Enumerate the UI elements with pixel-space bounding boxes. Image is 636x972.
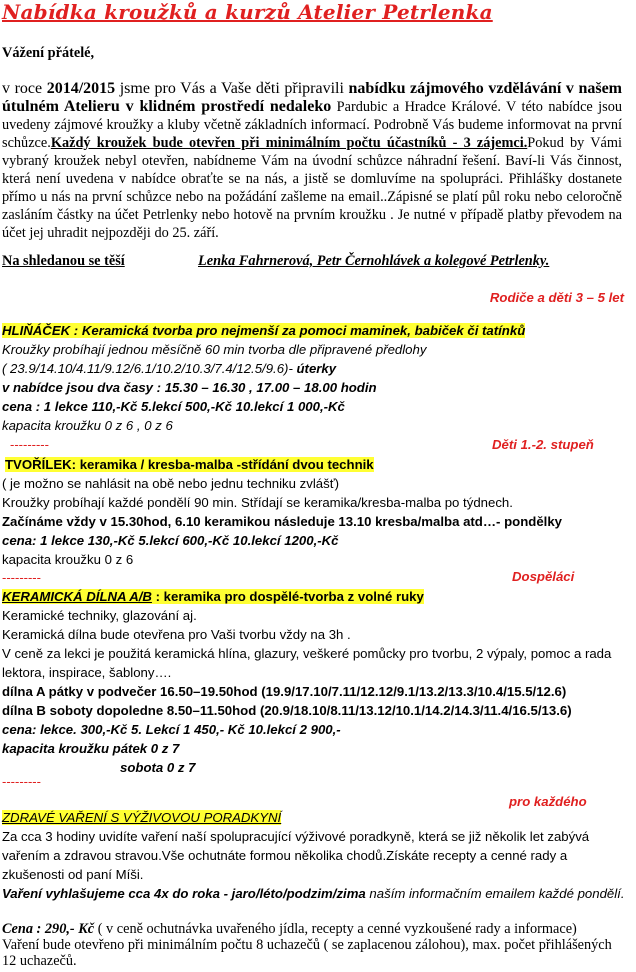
capacity-s2: kapacita kroužku 0 z 6	[2, 552, 134, 567]
school-year: 2014/2015	[46, 80, 116, 97]
price-s2: cena: 1 lekce 130,-Kč 5.lekcí 600,-Kč 10.lekcí 1200,-Kč	[2, 533, 339, 548]
audience-label-s1: Rodiče a děti 3 – 5 let	[489, 290, 624, 305]
price-s4: Cena : 290,- Kč	[2, 921, 95, 937]
section-keramicka-dilna: KERAMICKÁ DÍLNA A/B : keramika pro dospělé-tvorba z volné ruky Keramické techniky, glazování aj. Keramická dílna bude otevřena pro Vaši tvorbu vždy na 3h . V ceně za lekci je použitá keramická hlína, glazury, veškeré pomůcky pro tvorbu, 2 výpaly, pomoc a rada lektora, inspirace, šablony…. dílna A pátky v podvečer 16.50–19.50hod (19.9/17.10/7.11/12.12/9.1/13.2/13.3/10.4/15.5/12.6) dílna B soboty dopoledne 8.50–11.50hod (20.9/18.10/8.11/13.12/10.1/14.2/14.3/11.4/16.5/13.6) cena: lekce. 300,-Kč 5. Lekcí 1 450,- Kč 10.lekcí 2 900,- kapacita kroužku pátek 0 z 7 sobota 0 z 7	[2, 587, 628, 777]
section-hlinacek: HLIŇÁČEK : Keramická tvorba pro nejmenší za pomoci maminek, babiček či tatínků Kroužky probíhají jednou měsíčně 60 min tvorba dle připravené předlohy ( 23.9/14.10/4.11/9.12/6.1/10.2/10.3/7.4/12.5/9.6)- úterky v nabídce jsou dva časy : 15.30 – 16.30 , 17.00 – 18.00 hodin cena : 1 lekce 110,-Kč 5.lekcí 500,-Kč 10.lekcí 1 000,-Kč kapacita kroužku 0 z 6 , 0 z 6	[2, 321, 628, 435]
offer-highlight: nabídku zájmového vzdělávání v našem útulném Atelieru v klidném prostředí nedaleko	[2, 80, 623, 115]
intro-paragraph: v roce 2014/2015 jsme pro Vás a Vaše děti připravili nabídku zájmového vzdělávání v našem útulném Atelieru v klidném prostředí nedaleko Pardubic a Hradce Králové. V této nabídce jsou uvedeny zájmové kroužky a kluby včetně základních informací. Podrobně Vás budeme informovat na první schůzce.Každý kroužek bude otevřen při minimálním počtu účastníků - 3 zájemci.Pokud by Vámi vybraný kroužek nebyl otevřen, nabídneme Vám na úvodní schůzce náhradní řešení. Baví-li Vás činnost, která není uvedena v nabídce obraťte se na nás, a jistě se domluvíme na spolupráci. Přihlášky dostanete přímo u nás na první schůzce nebo na požádání zašleme na email..Zápisné se platí půl roku nebo celoročně zasláním částky na účet Petrlenky nebo hotově na prvním kroužku . Je nutné v případě platby převodem na účet jej uhradit nejpozději do 25. září.	[2, 80, 623, 241]
price-s1: cena : 1 lekce 110,-Kč 5.lekcí 500,-Kč 10.lekcí 1 000,-Kč	[2, 399, 345, 414]
schedule-dilna-a: dílna A pátky v podvečer 16.50–19.50hod (19.9/17.10/7.11/12.12/9.1/13.2/13.3/10.4/15.5/12.6)	[2, 684, 567, 699]
audience-label-s4: pro každého	[509, 794, 587, 809]
separator-s2: ---------	[10, 437, 49, 452]
section-zdrave-vareni-details: Cena : 290,- Kč ( v ceně ochutnávka uvařeného jídla, recepty a cenné vyzkoušené rady a informace) Vaření bude otevřeno při minimálním počtu 8 uchazečů ( se zaplacenou zálohou), max. počet přihlášených 12 uchazečů.	[2, 921, 612, 969]
signoff: Na shledanou se těší Lenka Fahrnerová, Petr Černohlávek a kolegové Petrlenky.	[2, 253, 550, 269]
price-s3: cena: lekce. 300,-Kč 5. Lekcí 1 450,- Kč 10.lekcí 2 900,-	[2, 722, 341, 737]
signatories: Lenka Fahrnerová, Petr Černohlávek a kolegové Petrlenky.	[198, 253, 550, 269]
audience-label-s2: Děti 1.-2. stupeň	[492, 437, 594, 452]
separator-s4: ---------	[2, 774, 41, 789]
greeting: Vážení přátelé,	[2, 45, 95, 61]
capacity-s1: kapacita kroužku 0 z 6 , 0 z 6	[2, 418, 173, 433]
section-tvorilek: TVOŘÍLEK: keramika / kresba-malba -střídání dvou technik ( je možno se nahlásit na obě nebo jednu techniku zvlášť) Kroužky probíhají každé pondělí 90 min. Střídají se keramika/kresba-malba po týdnech. Začínáme vždy v 15.30hod, 6.10 keramikou následuje 13.10 kresba/malba atd…- pondělky cena: 1 lekce 130,-Kč 5.lekcí 600,-Kč 10.lekcí 1200,-Kč kapacita kroužku 0 z 6	[2, 455, 628, 569]
separator-s3: ---------	[2, 570, 41, 585]
section-heading-s4: ZDRAVÉ VAŘENÍ S VÝŽIVOVOU PORADKYNÍ	[2, 810, 282, 825]
audience-label-s3: Dospěláci	[512, 569, 575, 584]
document-title: Nabídka kroužků a kurzů Atelier Petrlenka	[2, 0, 493, 24]
minimum-participants-notice: Každý kroužek bude otevřen při minimálním počtu účastníků - 3 zájemci.	[50, 135, 528, 151]
capacity-s3: kapacita kroužku pátek 0 z 7	[2, 741, 180, 756]
schedule-dilna-b: dílna B soboty dopoledne 8.50–11.50hod (20.9/18.10/8.11/13.12/10.1/14.2/14.3/11.4/16.5/13.6)	[2, 703, 572, 718]
section-heading-s2: TVOŘÍLEK: keramika / kresba-malba -střídání dvou technik	[5, 457, 374, 472]
section-zdrave-vareni: ZDRAVÉ VAŘENÍ S VÝŽIVOVOU PORADKYNÍ Za cca 3 hodiny uvidíte vaření naší spolupracující výživové poradkyně, která se již několik let zabývá vařením a zdravou stravou.Vše ochutnáte formou několika chodů.Získáte recepty a cenné rady a zkušenosti od paní Míši. Vaření vyhlašujeme cca 4x do roka - jaro/léto/podzim/zima naším informačním emailem každé pondělí.	[2, 810, 625, 901]
section-heading-s3: KERAMICKÁ DÍLNA A/B	[2, 589, 152, 604]
section-heading-s1: HLIŇÁČEK : Keramická tvorba pro nejmenší za pomoci maminek, babiček či tatínků	[2, 323, 526, 338]
